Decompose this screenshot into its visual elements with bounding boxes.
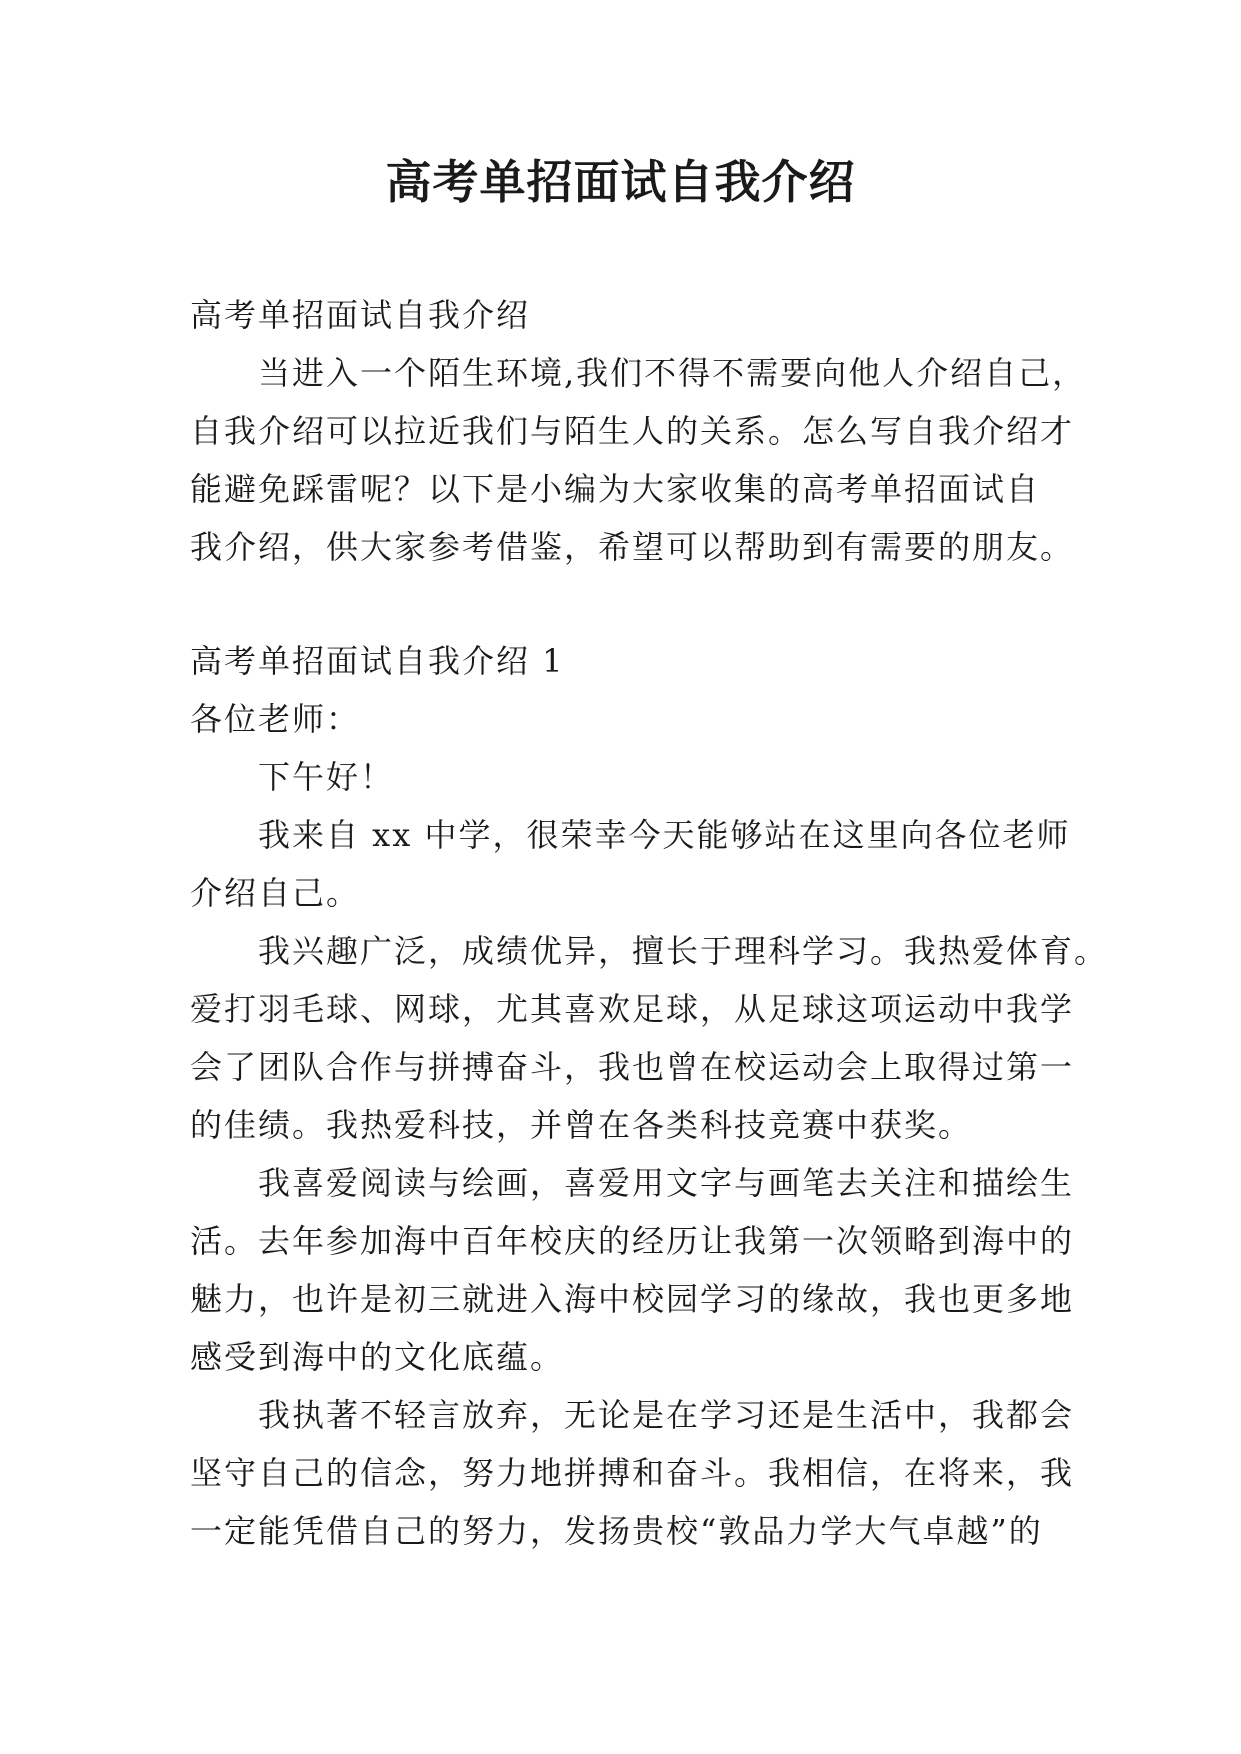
section-heading: 高考单招面试自我介绍 1: [190, 642, 565, 680]
text-line: 我执著不轻言放弃，无论是在学习还是生活中，我都会: [258, 1396, 1075, 1434]
text-line: 一定能凭借自己的努力，发扬贵校“敦品力学大气卓越”的: [190, 1512, 1043, 1550]
greeting: 下午好！: [258, 758, 395, 796]
document-title: 高考单招面试自我介绍: [385, 155, 856, 209]
text-line: 我喜爱阅读与绘画，喜爱用文字与画笔去关注和描绘生: [258, 1164, 1075, 1202]
text-line: 魅力，也许是初三就进入海中校园学习的缘故，我也更多地: [190, 1280, 1075, 1318]
text-line: 坚守自己的信念，努力地拼搏和奋斗。我相信，在将来，我: [190, 1454, 1075, 1492]
text-line: 爱打羽毛球、网球，尤其喜欢足球，从足球这项运动中我学: [190, 990, 1075, 1028]
text-line: 活。去年参加海中百年校庆的经历让我第一次领略到海中的: [190, 1222, 1075, 1260]
paragraph-4: [190, 1386, 1075, 1560]
paragraph-2: [190, 922, 1109, 1154]
text-line: 我兴趣广泛，成绩优异，擅长于理科学习。我热爱体育。: [258, 932, 1109, 970]
paragraph-1: [190, 806, 1070, 922]
text-line: 我来自 xx 中学，很荣幸今天能够站在这里向各位老师: [258, 816, 1071, 854]
text-line: 的佳绩。我热爱科技，并曾在各类科技竞赛中获奖。: [190, 1106, 973, 1144]
text-line: 感受到海中的文化底蕴。: [190, 1338, 565, 1376]
intro-paragraph: [190, 344, 1087, 576]
document-body: [190, 286, 1109, 1560]
text-line: 当进入一个陌生环境,我们不得不需要向他人介绍自己，: [258, 354, 1087, 392]
text-line: 会了团队合作与拼搏奋斗，我也曾在校运动会上取得过第一: [190, 1048, 1075, 1086]
paragraph-3: [190, 1154, 1075, 1386]
intro-heading: 高考单招面试自我介绍: [190, 296, 531, 334]
text-line: 自我介绍可以拉近我们与陌生人的关系。怎么写自我介绍才: [190, 412, 1075, 450]
text-line: 我介绍，供大家参考借鉴，希望可以帮助到有需要的朋友。: [190, 528, 1075, 566]
text-line: 介绍自己。: [190, 874, 361, 912]
text-line: 能避免踩雷呢？以下是小编为大家收集的高考单招面试自: [190, 470, 1041, 508]
salutation: 各位老师：: [190, 700, 361, 738]
section-spacer: [190, 576, 1070, 632]
